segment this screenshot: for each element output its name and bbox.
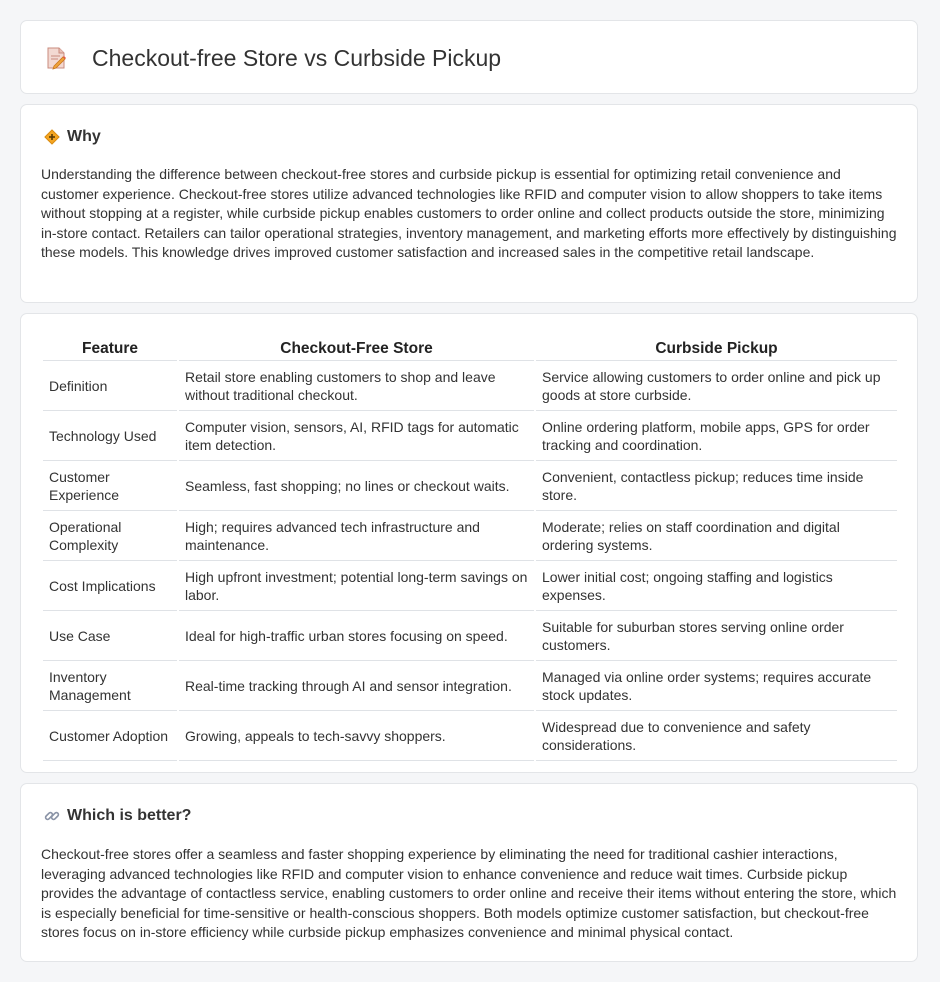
table-row [43,363,897,411]
checkout-free-cell: Real-time tracking through AI and sensor integration. [179,663,534,711]
table-row [43,413,897,461]
comparison-table-card [20,313,918,773]
checkout-free-cell: Retail store enabling customers to shop and leave without traditional checkout. [179,363,534,411]
feature-cell: Technology Used [43,413,177,461]
table-row [43,513,897,561]
link-icon [43,807,61,825]
feature-cell: Operational Complexity [43,513,177,561]
feature-cell: Definition [43,363,177,411]
checkout-free-cell: Computer vision, sensors, AI, RFID tags for automatic item detection. [179,413,534,461]
table-row [43,713,897,761]
table-row [43,613,897,661]
table-row [43,663,897,711]
header-curbside: Curbside Pickup [536,336,897,361]
why-heading: Why [67,128,101,145]
checkout-free-cell: High; requires advanced tech infrastructure and maintenance. [179,513,534,561]
table-row [43,463,897,511]
feature-cell: Customer Experience [43,463,177,511]
checkout-free-cell: Ideal for high-traffic urban stores focusing on speed. [179,613,534,661]
curbside-cell: Suitable for suburban stores serving online order customers. [536,613,897,661]
table-header-row [43,336,897,361]
header-feature: Feature [43,336,177,361]
feature-cell: Inventory Management [43,663,177,711]
page-title: Checkout-free Store vs Curbside Pickup [92,45,502,71]
feature-cell: Cost Implications [43,563,177,611]
table-row [43,563,897,611]
curbside-cell: Moderate; relies on staff coordination and digital ordering systems. [536,513,897,561]
curbside-cell: Online ordering platform, mobile apps, GPS for order tracking and coordination. [536,413,897,461]
which-is-better-section [20,783,918,962]
feature-cell: Use Case [43,613,177,661]
checkout-free-cell: High upfront investment; potential long-term savings on labor. [179,563,534,611]
curbside-cell: Lower initial cost; ongoing staffing and logistics expenses. [536,563,897,611]
header-checkout-free: Checkout-Free Store [179,336,534,361]
feature-cell: Customer Adoption [43,713,177,761]
comparison-table [41,334,899,763]
document-pencil-icon [45,46,67,70]
why-text: Understanding the difference between checkout-free stores and curbside pickup is essential for optimizing retail convenience and customer experience. Checkout-free stores utilize advanced technologies like RFID and computer vision to allow shoppers to take items without stopping at a register, while curbside pickup enables customers to order online and collect products outside the store, minimizing in-store contact. Retailers can tailor operational strategies, inventory management, and marketing efforts more effectively by distinguishing these models. This knowledge drives improved customer satisfaction and increased sales in the competitive retail landscape. [41,166,897,261]
checkout-free-cell: Seamless, fast shopping; no lines or checkout waits. [179,463,534,511]
road-sign-icon [43,128,61,146]
title-card [20,20,918,94]
curbside-cell: Managed via online order systems; requires accurate stock updates. [536,663,897,711]
curbside-cell: Widespread due to convenience and safety considerations. [536,713,897,761]
checkout-free-cell: Growing, appeals to tech-savvy shoppers. [179,713,534,761]
curbside-cell: Convenient, contactless pickup; reduces time inside store. [536,463,897,511]
why-section [20,104,918,303]
better-text: Checkout-free stores offer a seamless and faster shopping experience by eliminating the need for traditional cashier interactions, leveraging advanced technologies like RFID and computer vision to enhance convenience and reduce wait times. Curbside pickup provides the advantage of contactless service, enabling customers to order online and receive their items without entering the store, which is especially beneficial for time-sensitive or health-conscious shoppers. Both models optimize customer satisfaction, but checkout-free stores focus on in-store efficiency while curbside pickup emphasizes convenience and minimal physical contact. [41,846,897,941]
curbside-cell: Service allowing customers to order online and pick up goods at store curbside. [536,363,897,411]
better-heading: Which is better? [67,807,192,824]
